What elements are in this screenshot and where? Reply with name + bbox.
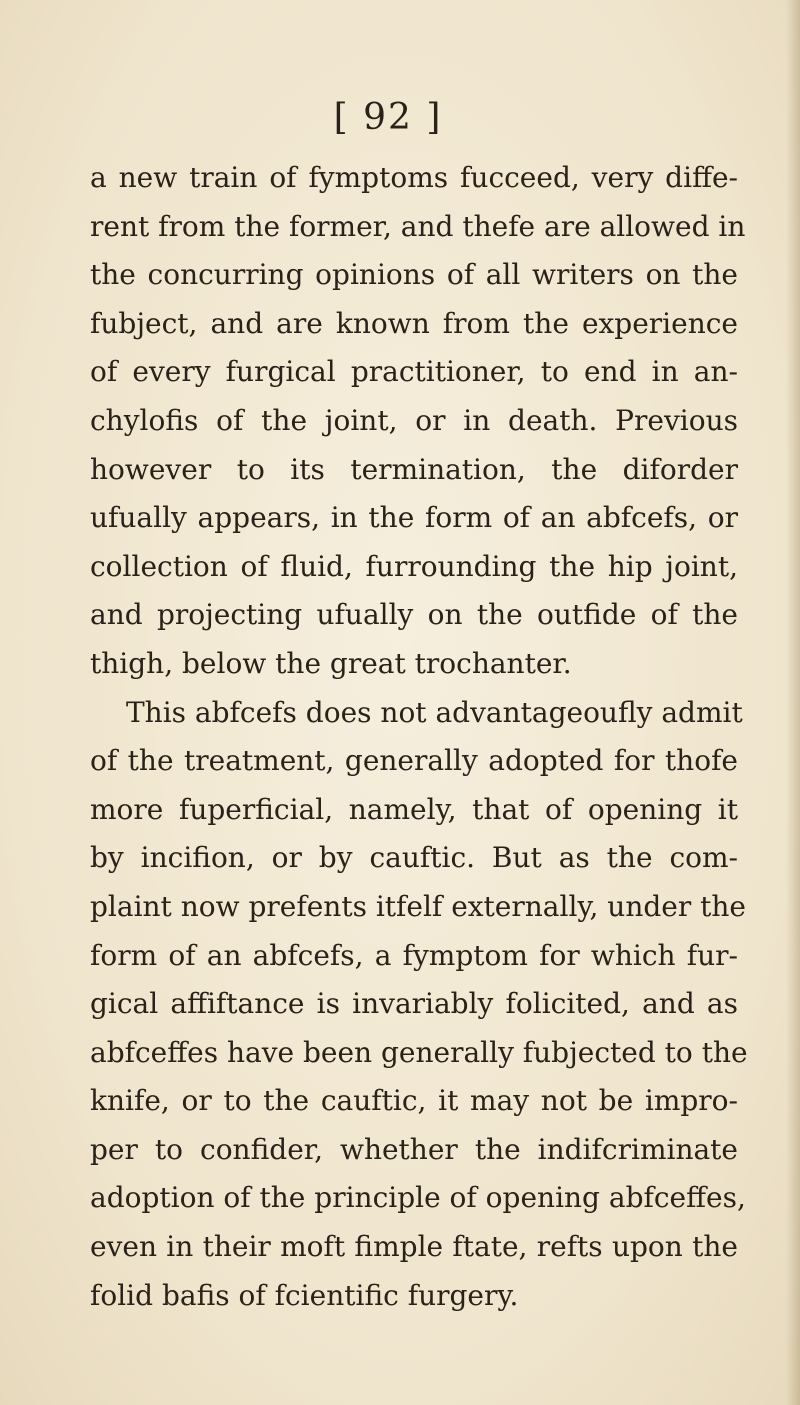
text-line: form of an abfcefs, a fymptom for which fur- bbox=[90, 938, 738, 972]
text-line: plaint now prefents itfelf externally, under the bbox=[90, 889, 747, 923]
text-line: fubject, and are known from the experience bbox=[90, 306, 738, 340]
text-line: gical affiftance is invariably folicited, and as bbox=[90, 987, 738, 1021]
text-line: and projecting ufually on the outfide of the bbox=[90, 598, 738, 632]
text-line: of every furgical practitioner, to end in an- bbox=[90, 355, 738, 389]
text-line: ufually appears, in the form of an abfcefs, or bbox=[90, 501, 738, 535]
text-line: a new train of fymptoms fucceed, very diffe- bbox=[90, 161, 738, 194]
page-number: [ 92 ] bbox=[333, 97, 443, 138]
text-line: by incifion, or by cauftic. But as the com- bbox=[90, 841, 738, 875]
text-line: rent from the former, and thefe are allowed in bbox=[90, 209, 746, 243]
text-line: knife, or to the cauftic, it may not be impro- bbox=[90, 1084, 738, 1118]
text-line: more fuperficial, namely, that of opening it bbox=[90, 792, 738, 826]
text-line: adoption of the principle of opening abfceffes, bbox=[90, 1181, 746, 1215]
text-line: collection of fluid, furrounding the hip joint, bbox=[90, 549, 738, 583]
text-line: of the treatment, generally adopted for thofe bbox=[90, 744, 738, 778]
text-line: the concurring opinions of all writers on the bbox=[90, 258, 738, 292]
paragraph-start-line: This abfcefs does not advantageoufly admit bbox=[126, 695, 743, 729]
text-line: even in their moft fimple ftate, refts upon the bbox=[90, 1230, 738, 1264]
text-line: thigh, below the great trochanter. bbox=[90, 646, 572, 680]
page-edge-shadow bbox=[786, 0, 800, 1405]
text-line: however to its termination, the diforder bbox=[90, 452, 738, 486]
text-line: folid bafis of fcientific furgery. bbox=[90, 1278, 519, 1312]
text-line: chylofis of the joint, or in death. Previous bbox=[90, 403, 738, 437]
text-line: per to confider, whether the indifcriminate bbox=[90, 1132, 738, 1166]
text-line: abfceffes have been generally fubjected to the bbox=[90, 1035, 748, 1069]
body-text bbox=[90, 154, 748, 1320]
